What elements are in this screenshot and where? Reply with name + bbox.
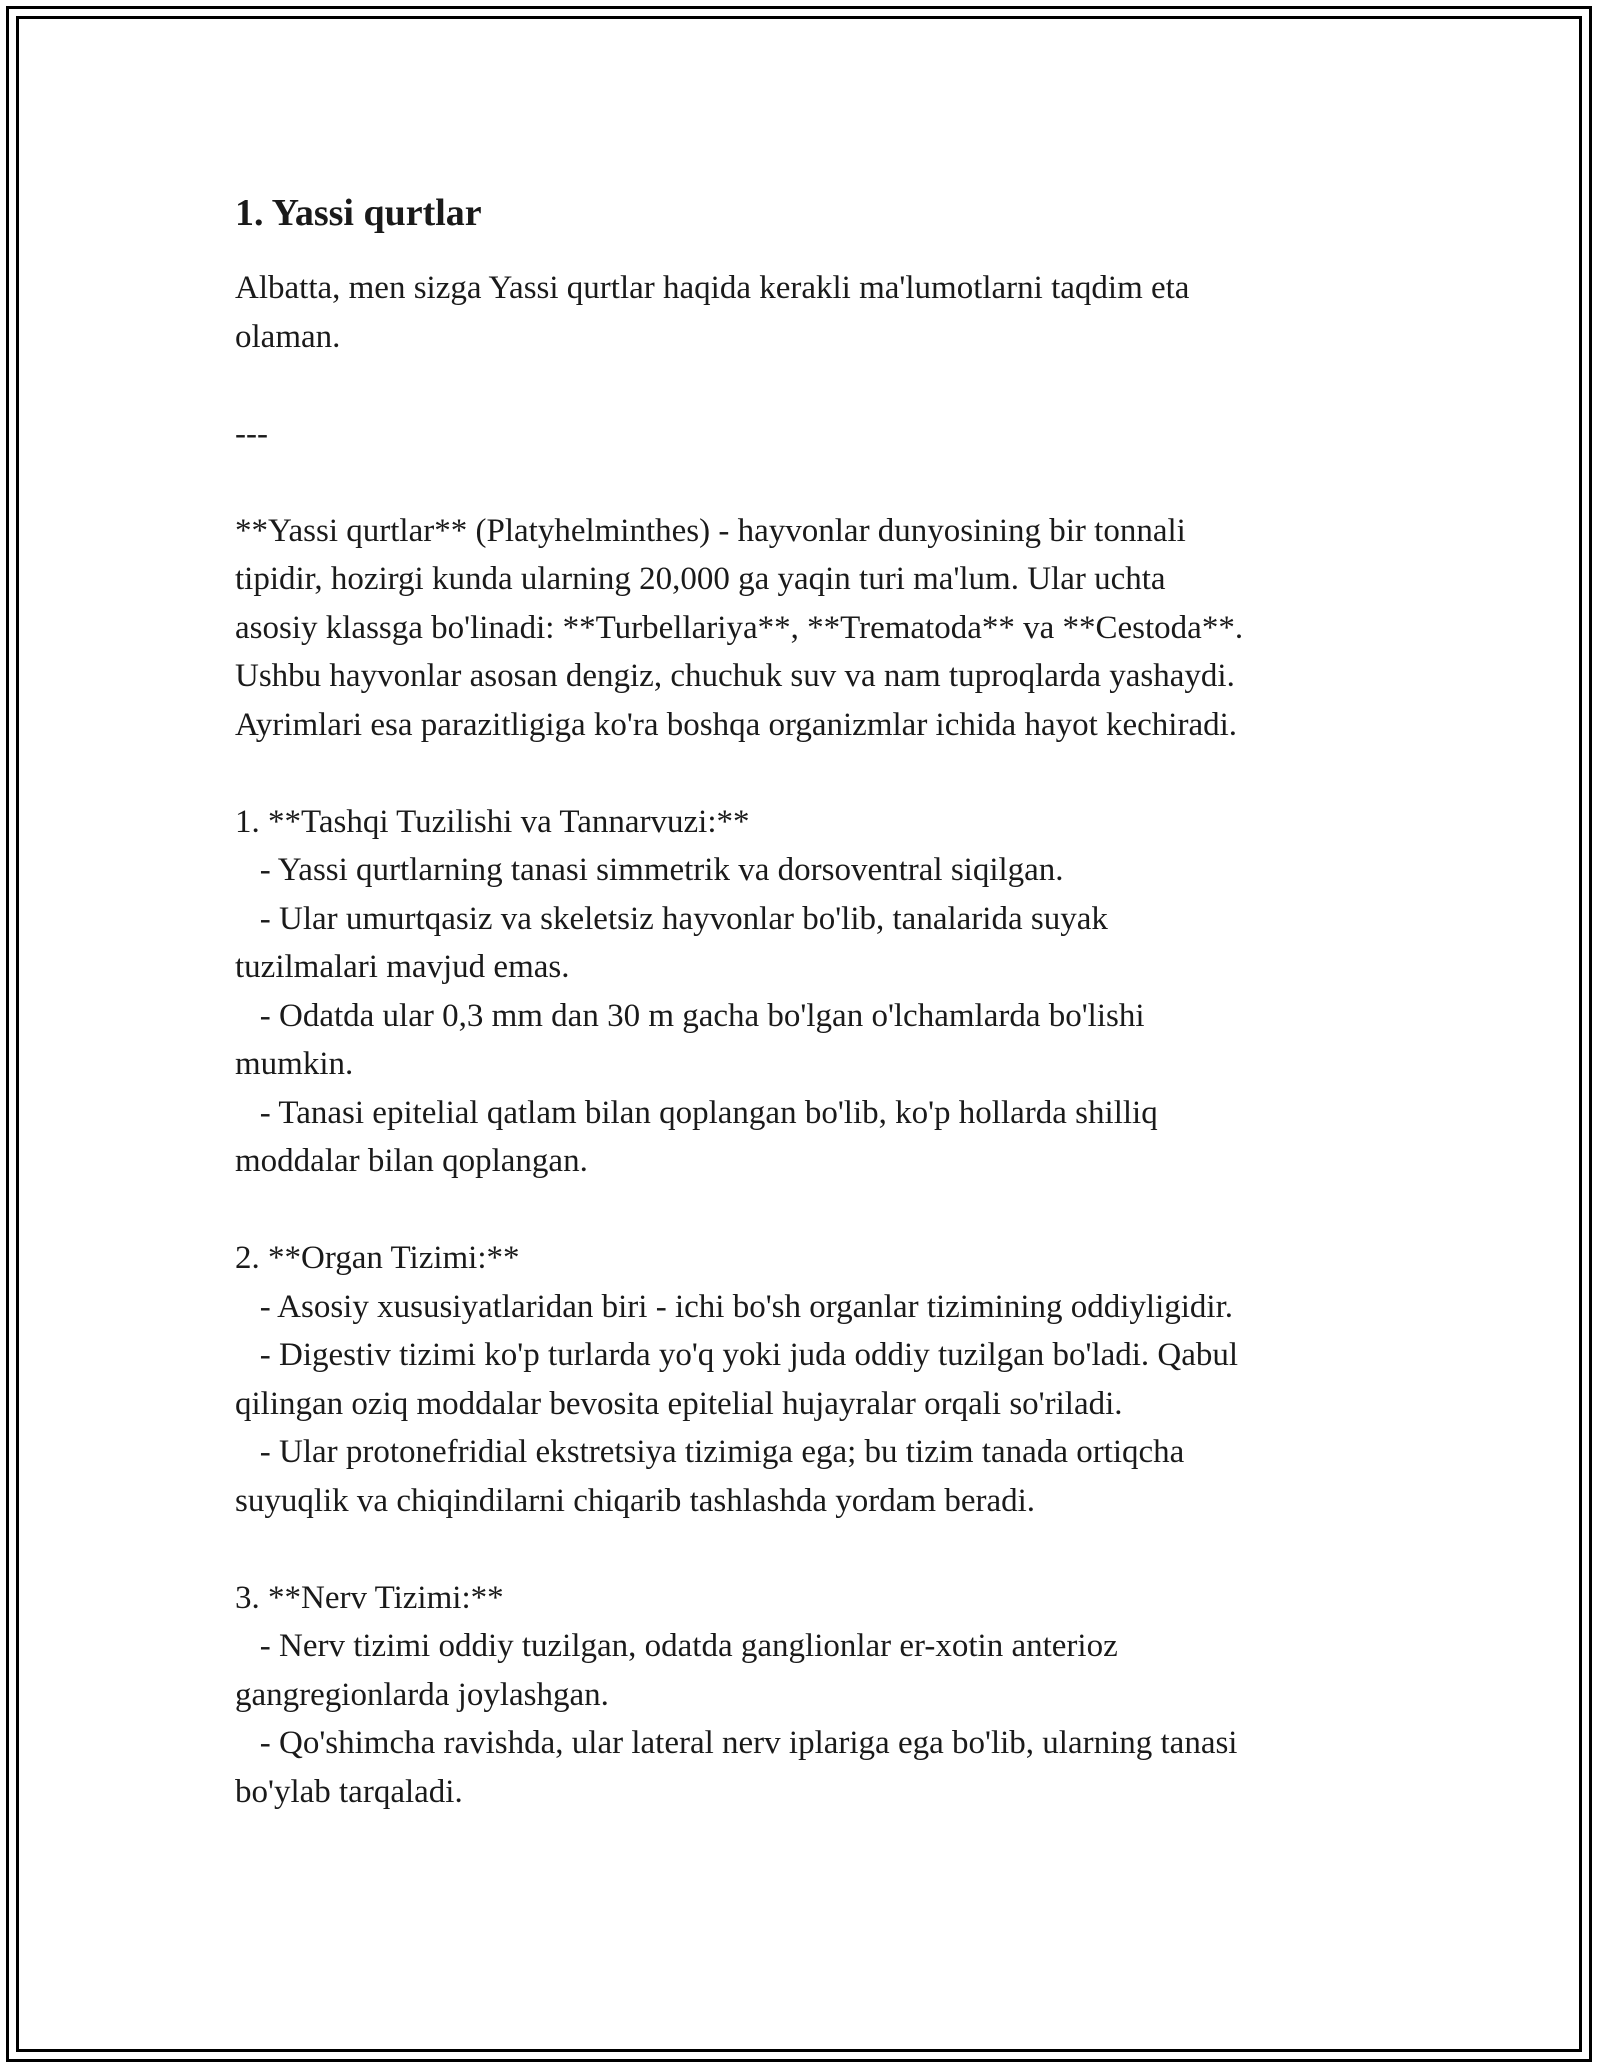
section-nervous-system: 3. **Nerv Tizimi:** - Nerv tizimi oddiy tuzilgan, odatda ganglionlar er-xotin anterioz gangregionlarda joylashgan. - Qo'shimcha ravishda, ular lateral nerv iplariga ega bo'lib, ularning tanasi bo'ylab tarqaladi. [235, 1579, 1238, 1810]
separator-line: --- [235, 415, 268, 452]
spacer [235, 749, 1370, 798]
spacer [235, 1186, 1370, 1235]
section-external-structure: 1. **Tashqi Tuzilishi va Tannarvuzi:** - Yassi qurtlarning tanasi simmetrik va dorsoventral siqilgan. - Ular umurtqasiz va skeletsiz hayvonlar bo'lib, tanalarida suyak tuzilmalari mavjud emas. - Odatda ular 0,3 mm dan 30 m gacha bo'lgan o'lchamlarda bo'lishi mumkin. - Tanasi epitelial qatlam bilan qoplangan bo'lib, ko'p hollarda shilliq moddalar bilan qoplangan. [235, 803, 1158, 1179]
spacer [235, 1525, 1370, 1574]
spacer [235, 361, 1370, 410]
document-body [235, 188, 1370, 1816]
section-organ-system: 2. **Organ Tizimi:** - Asosiy xususiyatlaridan biri - ichi bo'sh organlar tizimining oddiyligidir. - Digestiv tizimi ko'p turlarda yo'q yoki juda oddiy tuzilgan bo'ladi. Qabul qilingan oziq moddalar bevosita epitelial hujayralar orqali so'riladi. - Ular protonefridial ekstretsiya tizimiga ega; bu tizim tanada ortiqcha suyuqlik va chiqindilarni chiqarib tashlashda yordam beradi. [235, 1240, 1239, 1519]
spacer [235, 458, 1370, 507]
overview-paragraph: **Yassi qurtlar** (Platyhelminthes) - hayvonlar dunyosining bir tonnali tipidir, hozirgi kunda ularning 20,000 ga yaqin turi ma'lum. Ular uchta asosiy klassga bo'linadi: **Turbellariya**, **Trematoda** va **Cestoda**. Ushbu hayvonlar asosan dengiz, chuchuk suv va nam tuproqlarda yashaydi. Ayrimlari esa parazitligiga ko'ra boshqa organizmlar ichida hayot kechiradi. [235, 512, 1244, 743]
intro-paragraph: Albatta, men sizga Yassi qurtlar haqida kerakli ma'lumotlarni taqdim eta olaman. [235, 270, 1190, 355]
document-title: 1. Yassi qurtlar [235, 192, 482, 234]
